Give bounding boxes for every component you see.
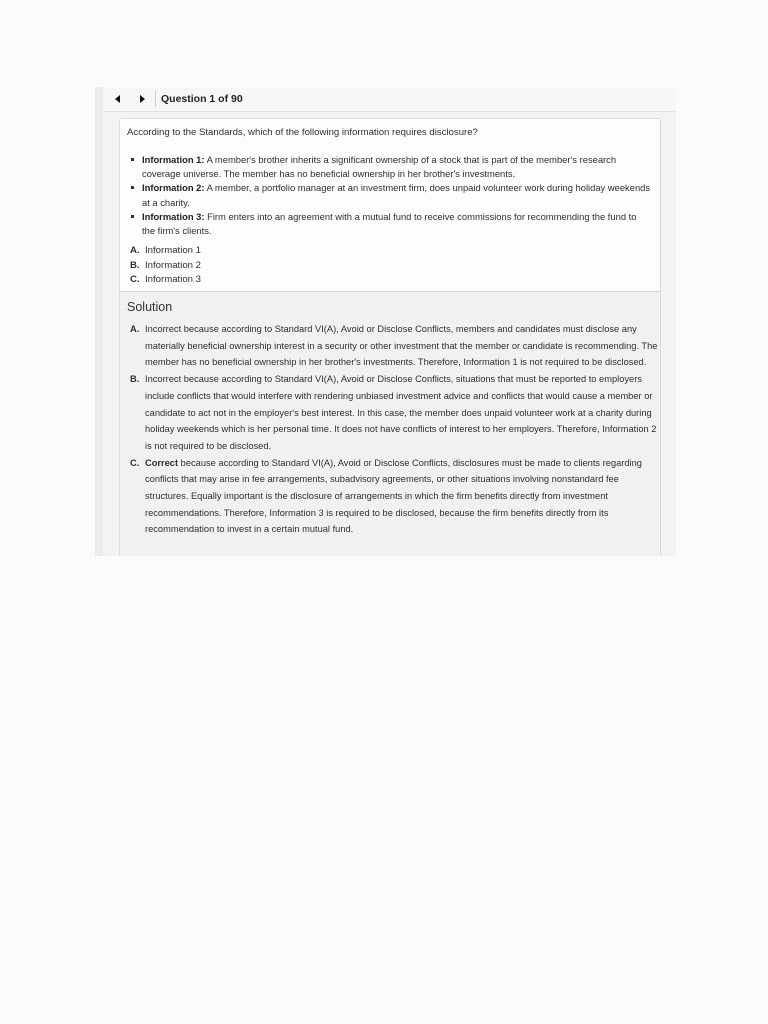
answer-choice-a[interactable] (130, 244, 201, 259)
question-counter: Question 1 of 90 (161, 93, 243, 105)
information-text: Firm enters into an agreement with a mutual fund to receive commissions for recommending the fund to the firm's clients. (142, 210, 637, 237)
choice-text: Information 1 (145, 245, 201, 256)
information-list (131, 153, 651, 238)
question-viewer (95, 87, 676, 556)
information-label: Information 3: (142, 210, 205, 222)
choice-letter: A. (130, 245, 140, 256)
answer-choices (130, 244, 201, 288)
explanation-letter: A. (130, 324, 140, 334)
previous-question-button[interactable] (111, 92, 125, 106)
question-nav-bar (103, 87, 676, 112)
choice-text: Information 2 (145, 259, 201, 271)
question-card (119, 118, 661, 291)
explanation-text: Incorrect because according to Standard VI(A), Avoid or Disclose Conflicts, members and candidates must disclose any materially beneficial ownership interest in a security or other investment that the member or candidate is recommending. The member has no beneficial ownership in her brother's investments. Therefore, Information 1 is not required to be disclosed. (145, 324, 658, 368)
explanation-a (130, 321, 658, 371)
bullet-icon (131, 215, 134, 218)
choice-letter: B. (130, 259, 140, 271)
information-text: A member, a portfolio manager at an investment firm, does unpaid volunteer work during holiday weekends at a charity. (142, 182, 651, 208)
explanation-text: Incorrect because according to Standard VI(A), Avoid or Disclose Conflicts, situations that must be reported to employers include conflicts that would interfere with rendering unbiased investment advice and conflicts that would cause a member or candidate to act not in the employer's best interest. In this case, the member does unpaid volunteer work at a charity during holiday weekends which is her personal time. It does not have conflicts of interest to her employers. Therefore, Information 2 is not required to be disclosed. (145, 374, 657, 451)
next-question-button[interactable] (135, 92, 149, 106)
explanation-letter: C. (130, 457, 140, 468)
solution-panel (119, 291, 661, 556)
information-item (131, 181, 651, 209)
explanation-c (130, 455, 658, 539)
answer-choice-c[interactable] (130, 273, 201, 288)
information-item (131, 153, 651, 181)
solution-explanations (130, 321, 658, 538)
explanation-letter: B. (130, 374, 140, 385)
left-rail (95, 87, 103, 556)
bullet-icon (131, 186, 134, 189)
solution-heading: Solution (127, 300, 173, 314)
explanation-verdict: Correct (145, 457, 179, 468)
explanation-b (130, 371, 658, 455)
choice-letter: C. (130, 274, 140, 285)
information-item (131, 210, 651, 238)
information-text: A member's brother inherits a significant ownership of a stock that is part of the member's research coverage universe. The member has no beneficial ownership in her brother's investments. (142, 154, 617, 180)
information-label: Information 2: (142, 182, 205, 194)
question-stem: According to the Standards, which of the following information requires disclosure? (127, 127, 478, 138)
nav-divider (155, 91, 156, 107)
information-label: Information 1: (142, 154, 205, 165)
caret-right-icon (135, 92, 149, 106)
explanation-text: because according to Standard VI(A), Avoid or Disclose Conflicts, disclosures must be made to clients regarding conflicts that may arise in fee arrangements, subadvisory agreements, or other situations involving nonstandard fee structures. Equally important is the disclosure of arrangements in which the firm benefits directly from investment recommendations. Therefore, Information 3 is required to be disclosed, because the firm benefits directly from its recommendation to invest in a certain mutual fund. (145, 457, 642, 535)
choice-text: Information 3 (145, 274, 201, 285)
caret-left-icon (111, 92, 125, 106)
bullet-icon (131, 158, 134, 161)
answer-choice-b[interactable] (130, 259, 201, 274)
